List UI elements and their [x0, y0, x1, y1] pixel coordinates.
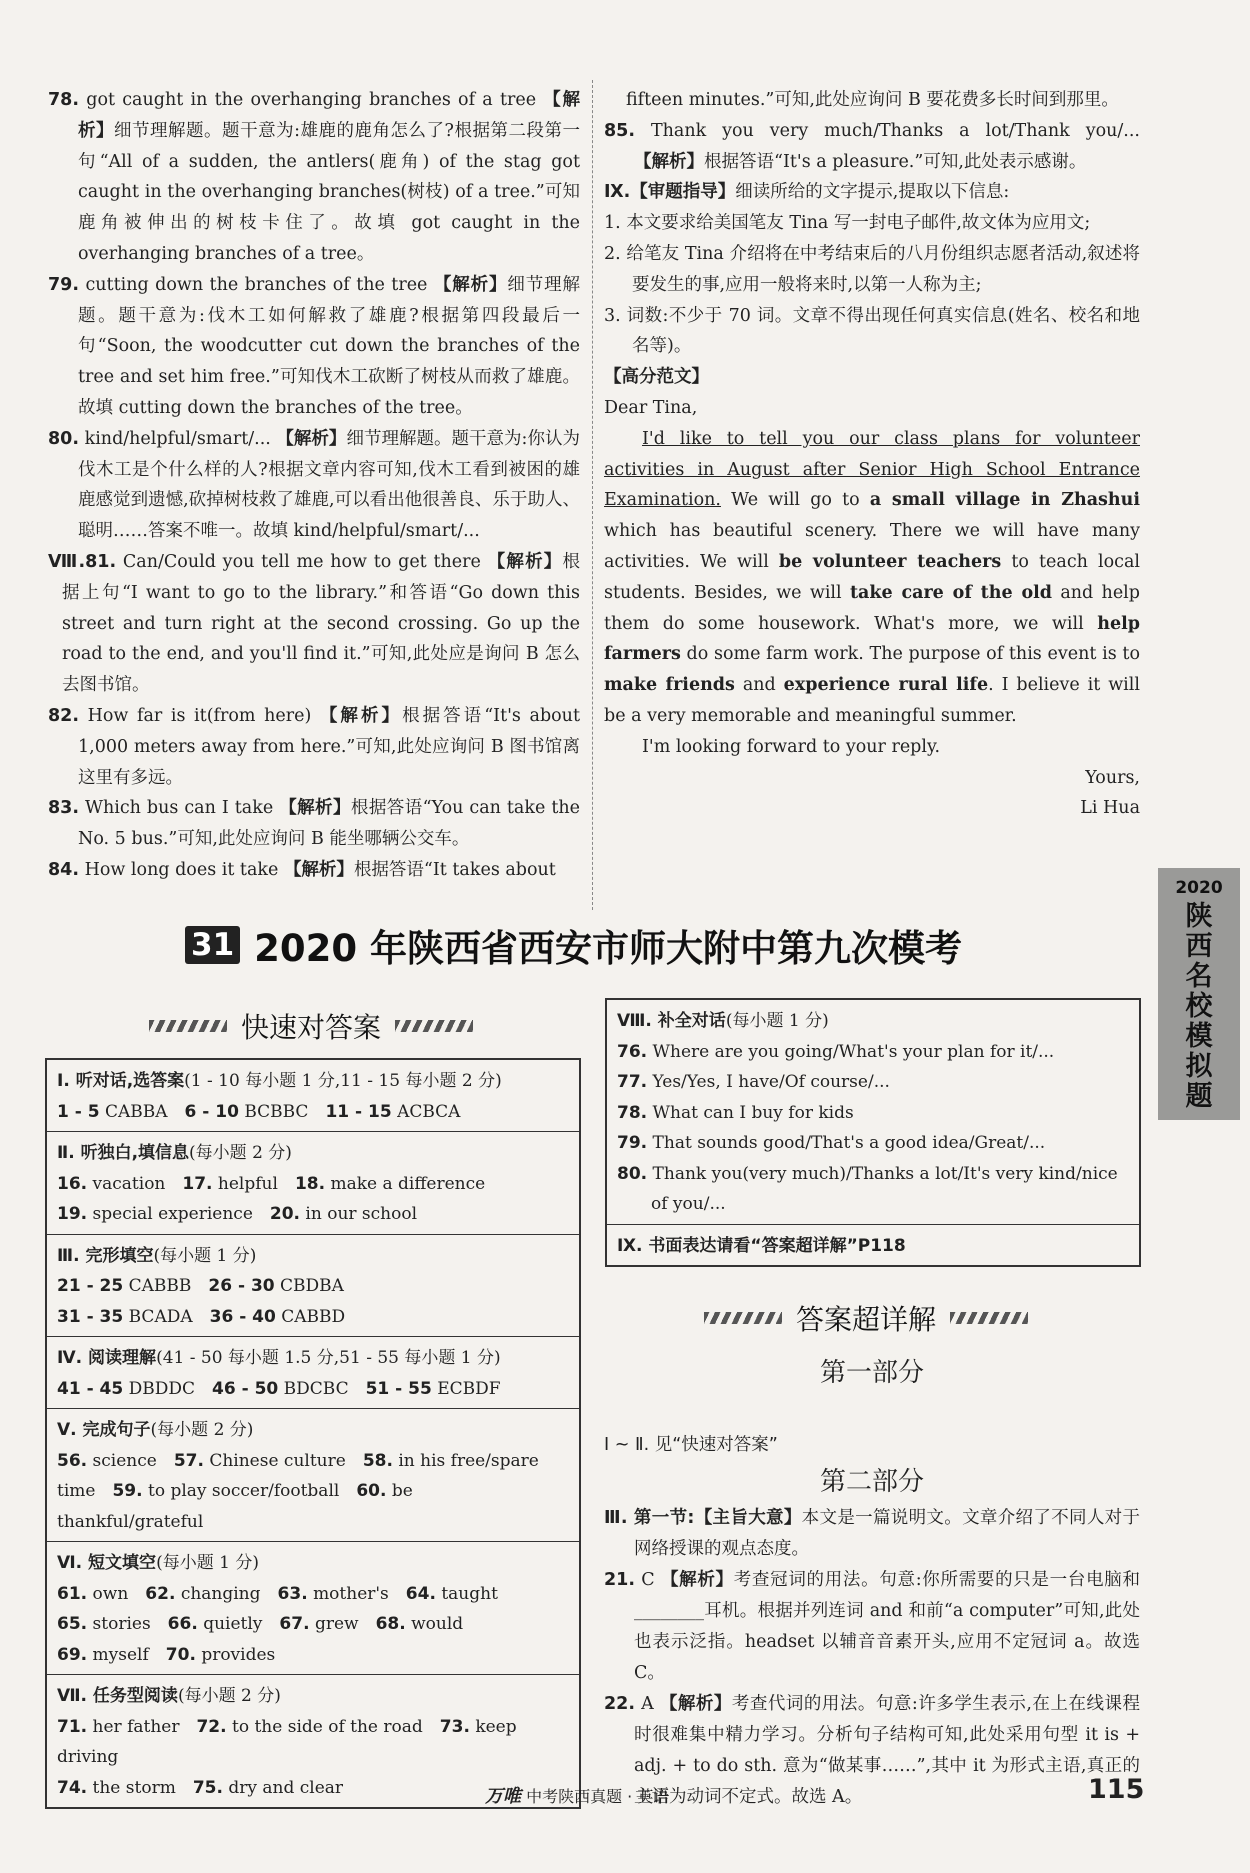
answer-number: 67.	[279, 1614, 310, 1634]
analysis-text: 根据答语“It takes about	[353, 859, 556, 880]
footer-brand: 万唯 中考陕西真题 · 英语	[485, 1786, 670, 1807]
upper-right-column	[604, 85, 1140, 824]
answer-line	[57, 1374, 569, 1405]
answer-value: Yes/Yes, I have/Of course/...	[652, 1072, 890, 1092]
quick-answer-section	[47, 1060, 579, 1132]
answer-text: How long does it take	[84, 859, 279, 880]
answer-value: CBDBA	[280, 1276, 344, 1296]
question-number: 82.	[48, 705, 80, 726]
answer-number: 78.	[617, 1102, 648, 1123]
section-title: Ⅳ. 阅读理解	[57, 1348, 157, 1368]
analysis-text: 根据答语“You can take the No. 5 bus.”可知,此处应询问 B 能坐哪辆公交车。	[78, 798, 580, 850]
section-head	[57, 1548, 569, 1579]
essay-closing-line: I'm looking forward to your reply.	[642, 736, 941, 757]
answer-line	[57, 1712, 569, 1773]
analysis-text: 细节理解题。题干意为:伐木工如何解救了雄鹿?根据第四段最后一句“Soon, the woodcutter cut down the branches of the tree and set him free.”可知伐木工砍断了树枝从而救了雄鹿。故填 cutting down the branches of the tree。	[78, 274, 580, 418]
essay-segment: which has beautiful scenery. There we will have many activities. We will	[604, 521, 1140, 572]
section-scoring: (每小题 1 分)	[153, 1245, 257, 1266]
answer-explanation	[48, 424, 580, 547]
dialogue-answer	[617, 1037, 1129, 1068]
side-tab-year: 2020	[1175, 878, 1223, 898]
answer-number: 77.	[617, 1072, 648, 1092]
answer-value: would	[411, 1614, 464, 1634]
guide-point: 2. 给笔友 Tina 介绍将在中考结束后的八月份组织志愿者活动,叙述将要发生的事,应用一般将来时,以第一人称为主;	[604, 243, 1140, 295]
q21-explanation: 21. C 【解析】考查冠词的用法。句意:你所需要的只是一台电脑和________耳机。根据并列连词 and 和前“a computer”可知,此处也表示泛指。headset 以辅音音素开头,应用不定冠词 a。故选 C。	[604, 1570, 1140, 1683]
answer-value: stories	[92, 1614, 151, 1634]
answer-value: BCBBC	[244, 1101, 309, 1122]
dialogue-answer	[617, 1159, 1129, 1220]
essay-signoff: Yours,	[1085, 767, 1140, 788]
section-scoring: (每小题 1 分)	[156, 1553, 259, 1573]
answer-number: 56.	[57, 1450, 88, 1471]
guide-points	[604, 208, 1140, 362]
answer-number: 79.	[617, 1133, 648, 1153]
answer-value: special experience	[92, 1204, 253, 1224]
answer-text: Can/Could you tell me how to get there	[122, 551, 481, 572]
answer-value: grew	[314, 1614, 359, 1634]
essay-segment: I'd like to tell you our class plans for volunteer activities in August after Senior High School Entrance Examination.	[604, 428, 1140, 511]
section-head	[57, 1343, 569, 1374]
quick-answer-section	[47, 1132, 579, 1235]
part-one-title: 第一部分	[819, 1358, 924, 1388]
section-iii-summary: Ⅲ. 第一节:【主旨大意】本文是一篇说明文。文章介绍了不同人对于网络授课的观点态度。	[604, 1508, 1140, 1559]
section-title: Ⅵ. 短文填空	[57, 1553, 157, 1573]
question-number: 78.	[48, 90, 80, 110]
answer-value: science	[92, 1450, 157, 1471]
answer-line	[57, 1446, 569, 1477]
upper-left-column	[48, 85, 580, 886]
answer-explanation	[48, 85, 580, 270]
detailed-answers-text	[604, 1430, 1140, 1813]
answer-number: 1 - 5	[57, 1101, 100, 1122]
essay-segment: and	[734, 675, 784, 696]
decorative-stripes	[395, 1020, 473, 1032]
answer-explanation	[48, 270, 580, 424]
answer-line	[57, 1640, 569, 1671]
question-number: 81.	[85, 551, 117, 572]
section-head	[57, 1241, 569, 1272]
essay-signature: Li Hua	[1080, 798, 1140, 819]
page-footer	[0, 1774, 1250, 1810]
answer-value: BDCBC	[283, 1378, 349, 1399]
quick-answer-section	[47, 1337, 579, 1409]
answer-number: 17.	[182, 1173, 213, 1194]
answer-explanation	[48, 793, 580, 855]
answer-value: be thankful/grateful	[57, 1481, 413, 1532]
question-number: 80.	[48, 428, 80, 449]
side-tab-text: 陕西名校模拟题	[1185, 901, 1213, 1112]
answer-value: DBDDC	[128, 1378, 196, 1399]
answer-number: 66.	[167, 1614, 198, 1634]
section-head	[57, 1681, 569, 1712]
quick-answers-box-right	[605, 998, 1141, 1267]
answer-value: mother's	[313, 1583, 389, 1604]
guide-point: 1. 本文要求给美国笔友 Tina 写一封电子邮件,故文体为应用文;	[604, 213, 1091, 234]
answer-number: 70.	[165, 1644, 196, 1665]
analysis-tag: 【解析】	[78, 90, 580, 141]
quick-answer-section	[47, 1542, 579, 1675]
answer-number: 18.	[294, 1173, 326, 1194]
answer-value: helpful	[217, 1173, 278, 1194]
answer-line	[57, 1271, 569, 1302]
analysis-text: 细节理解题。题干意为:你认为伐木工是个什么样的人?根据文章内容可知,伐木工看到被困的雄鹿感觉到遗憾,砍掉树枝救了雄鹿,可以看出他很善良、乐于助人、聪明……答案不唯一。故填 kind/helpful/smart/...	[78, 428, 580, 542]
answer-value: provides	[201, 1644, 276, 1665]
answer-number: 68.	[375, 1614, 406, 1634]
answer-value: her father	[92, 1716, 180, 1737]
answer-value: changing	[180, 1583, 261, 1604]
answer-value: ECBDF	[437, 1378, 501, 1399]
answer-explanation	[48, 855, 580, 886]
dialogue-answer	[617, 1128, 1129, 1159]
side-tab	[1158, 868, 1240, 1120]
detailed-answers-heading: 答案超详解	[690, 1298, 1042, 1338]
answer-number: 80.	[617, 1163, 648, 1184]
section-title: Ⅴ. 完成句子	[57, 1420, 151, 1440]
q84-continuation: fifteen minutes.”可知,此处应询问 B 要花费多长时间到那里。	[626, 90, 1119, 110]
essay-segment: We will go to	[720, 490, 870, 511]
answer-number: 75.	[192, 1777, 223, 1798]
dialogue-answer	[617, 1067, 1129, 1098]
answer-line	[57, 1199, 569, 1230]
column-divider	[592, 80, 593, 910]
answer-number: 46 - 50	[212, 1378, 279, 1399]
answer-explanation	[48, 701, 580, 793]
part-one-note: Ⅰ ~ Ⅱ. 见“快速对答案”	[604, 1435, 778, 1455]
answer-number: 51 - 55	[365, 1378, 432, 1399]
answer-line	[57, 1302, 569, 1333]
answer-number: 71.	[57, 1716, 88, 1737]
answer-number: 76.	[617, 1041, 648, 1062]
essay-segment: take care of the old	[849, 582, 1053, 603]
answer-value: own	[92, 1583, 129, 1604]
section-viii-items	[617, 1037, 1129, 1220]
answer-value: in his free/spare	[398, 1450, 539, 1471]
model-essay-tag: 【高分范文】	[604, 367, 709, 388]
page-number: 115	[1088, 1774, 1145, 1805]
quick-answer-section	[47, 1409, 579, 1542]
section-title: Ⅱ. 听独白,填信息	[57, 1143, 190, 1163]
answer-number: 21 - 25	[57, 1276, 124, 1296]
answer-value: make a difference	[330, 1173, 486, 1194]
answer-number: 59.	[112, 1481, 143, 1501]
answer-number: 58.	[362, 1450, 393, 1471]
answer-value: ACBCA	[397, 1101, 461, 1122]
answer-value: Where are you going/What's your plan for it/...	[652, 1041, 1055, 1062]
section-viii-cell	[607, 1000, 1139, 1225]
exam-title-text: 2020 年陕西省西安市师大附中第九次模考	[254, 927, 962, 970]
essay-segment: experience rural life	[783, 675, 989, 696]
answer-number: 16.	[57, 1173, 88, 1194]
section-scoring: (每小题 2 分)	[150, 1420, 254, 1440]
answer-value: keep driving	[57, 1716, 517, 1767]
answer-value: dry and clear	[228, 1777, 344, 1798]
answer-number: 69.	[57, 1644, 88, 1665]
section-title: Ⅲ. 完形填空	[57, 1245, 154, 1266]
answer-number: 57.	[173, 1450, 204, 1471]
analysis-text: 细节理解题。题干意为:雄鹿的鹿角怎么了?根据第二段第一句“All of a sudden, the antlers(鹿角) of the stag got caught in the overhanging branches(树枝) of a tree.”可知鹿角被伸出的树枝卡住了。故填 got caught in the overhanging branches of a tree。	[78, 120, 580, 264]
answer-number: 11 - 15	[325, 1101, 392, 1122]
answer-number: 65.	[57, 1614, 88, 1634]
section-scoring: (每小题 2 分)	[177, 1686, 281, 1706]
section-scoring: (每小题 2 分)	[189, 1143, 292, 1163]
analysis-tag: 【解析】	[319, 705, 403, 726]
answer-line	[57, 1609, 569, 1640]
answer-line	[57, 1579, 569, 1610]
section-label: Ⅷ.	[48, 551, 86, 572]
essay-segment: do some farm work. The purpose of this event is to	[680, 644, 1140, 665]
section-scoring: (41 - 50 每小题 1.5 分,51 - 55 每小题 1 分)	[156, 1348, 501, 1368]
section-scoring: (1 - 10 每小题 1 分,11 - 15 每小题 2 分)	[184, 1071, 502, 1091]
answer-text: kind/helpful/smart/...	[84, 428, 271, 449]
dialogue-answer	[617, 1098, 1129, 1129]
answer-value: to play soccer/football	[147, 1481, 340, 1501]
answer-number: 19.	[57, 1204, 88, 1224]
answer-number: 63.	[277, 1583, 308, 1604]
essay-segment: . I believe it will be a very memorable and meaningful summer.	[604, 675, 1140, 726]
answer-number: 72.	[196, 1716, 227, 1737]
answer-value: taught	[441, 1583, 498, 1604]
answer-value: myself	[92, 1644, 149, 1665]
answer-text: got caught in the overhanging branches of a tree	[86, 90, 537, 110]
answer-text: cutting down the branches of the tree	[85, 274, 428, 295]
answer-number: 20.	[269, 1204, 301, 1224]
question-number: 84.	[48, 859, 80, 880]
decorative-stripes	[950, 1312, 1028, 1324]
answer-value: time	[57, 1481, 96, 1501]
answer-value: What can I buy for kids	[652, 1102, 854, 1123]
section-ix-cell: Ⅸ. 书面表达请看“答案超详解”P118	[617, 1235, 906, 1256]
ix-guide-head: Ⅸ.【审题指导】细读所给的文字提示,提取以下信息:	[604, 182, 1010, 203]
answer-value: to the side of the road	[232, 1716, 423, 1737]
answer-number: 31 - 35	[57, 1306, 124, 1327]
answer-value: vacation	[92, 1173, 166, 1194]
answer-line	[57, 1097, 569, 1128]
essay-segment: be volunteer teachers	[778, 551, 1002, 572]
answer-number: 61.	[57, 1583, 88, 1604]
essay-body	[604, 424, 1140, 732]
part-two-title: 第二部分	[819, 1467, 924, 1497]
answer-value: CABBB	[128, 1276, 192, 1296]
answer-value: BCADA	[128, 1306, 193, 1327]
answer-value: That sounds good/That's a good idea/Great/...	[652, 1133, 1046, 1153]
answer-text: Which bus can I take	[85, 798, 274, 819]
answer-explanation	[48, 547, 580, 701]
section-head	[57, 1066, 569, 1097]
answer-value: quietly	[203, 1614, 263, 1634]
question-number: 79.	[48, 274, 80, 295]
answer-number: 62.	[145, 1583, 176, 1604]
essay-segment: make friends	[604, 675, 735, 696]
q85-answer: 85. Thank you very much/Thanks a lot/Thank you/... 【解析】根据答语“It's a pleasure.”可知,此处表示感谢。	[604, 120, 1140, 172]
answer-number: 41 - 45	[57, 1378, 124, 1399]
analysis-text: 根据上句“I want to go to the library.”和答语“Go down this street and turn right at the second crossing. Go up the road to the end, and you'll find it.”可知,此处应是询问 B 怎么去图书馆。	[62, 551, 580, 696]
answer-value: CABBA	[104, 1101, 168, 1122]
exam-number-badge: 31	[185, 926, 240, 964]
question-number: 83.	[48, 798, 80, 819]
answer-number: 26 - 30	[208, 1276, 275, 1296]
guide-point: 3. 词数:不少于 70 词。文章不得出现任何真实信息(姓名、校名和地名等)。	[604, 305, 1140, 357]
answer-number: 60.	[356, 1481, 387, 1501]
analysis-tag: 【解析】	[433, 274, 508, 295]
essay-segment: help farmers	[604, 613, 1140, 665]
essay-greeting: Dear Tina,	[604, 397, 698, 418]
answer-value: Chinese culture	[209, 1450, 346, 1471]
answer-number: 73.	[439, 1716, 470, 1737]
decorative-stripes	[704, 1312, 782, 1324]
answer-value: the storm	[92, 1777, 176, 1798]
answer-value: CABBD	[281, 1306, 346, 1327]
analysis-tag: 【解析】	[487, 551, 563, 572]
quick-answers-heading: 快速对答案	[135, 1006, 487, 1046]
answer-number: 6 - 10	[184, 1101, 239, 1122]
q22-explanation: 22. A 【解析】考查代词的用法。句意:许多学生表示,在上在线课程时很难集中精力学习。分析句子结构可知,此处采用句型 it is + adj. + to do sth. 意为“做某事……”,其中 it 为形式主语,真正的主语为动词不定式。故选 A。	[604, 1694, 1140, 1807]
section-head	[57, 1138, 569, 1169]
section-viii-head: Ⅷ. 补全对话(每小题 1 分)	[617, 1011, 829, 1031]
answer-number: 74.	[57, 1777, 88, 1798]
quick-answer-section	[47, 1235, 579, 1338]
quick-answers-box-left	[45, 1058, 581, 1809]
analysis-text: 根据答语“It's about 1,000 meters away from here.”可知,此处应询问 B 图书馆离这里有多远。	[78, 705, 580, 788]
essay-segment: to teach local students. Besides, we will	[604, 551, 1140, 603]
exam-title	[185, 918, 962, 972]
answer-text: How far is it(from here)	[87, 705, 312, 726]
section-title: Ⅶ. 任务型阅读	[57, 1686, 178, 1706]
analysis-tag: 【解析】	[279, 798, 351, 819]
section-title: Ⅰ. 听对话,选答案	[57, 1071, 185, 1091]
answer-line	[57, 1169, 569, 1200]
decorative-stripes	[149, 1020, 227, 1032]
answer-value: in our school	[305, 1204, 418, 1224]
answer-line	[57, 1476, 569, 1537]
essay-segment: and help them do some housework. What's more, we will	[604, 582, 1140, 634]
brand-logo: 万唯	[485, 1786, 521, 1807]
essay-segment: a small village in Zhashui	[869, 490, 1140, 511]
answer-number: 36 - 40	[209, 1306, 276, 1327]
analysis-tag: 【解析】	[283, 859, 354, 880]
answer-number: 64.	[405, 1583, 436, 1604]
answer-value: Thank you(very much)/Thanks a lot/It's very kind/nice of you/...	[651, 1163, 1118, 1214]
analysis-tag: 【解析】	[276, 428, 347, 449]
section-head	[57, 1415, 569, 1446]
